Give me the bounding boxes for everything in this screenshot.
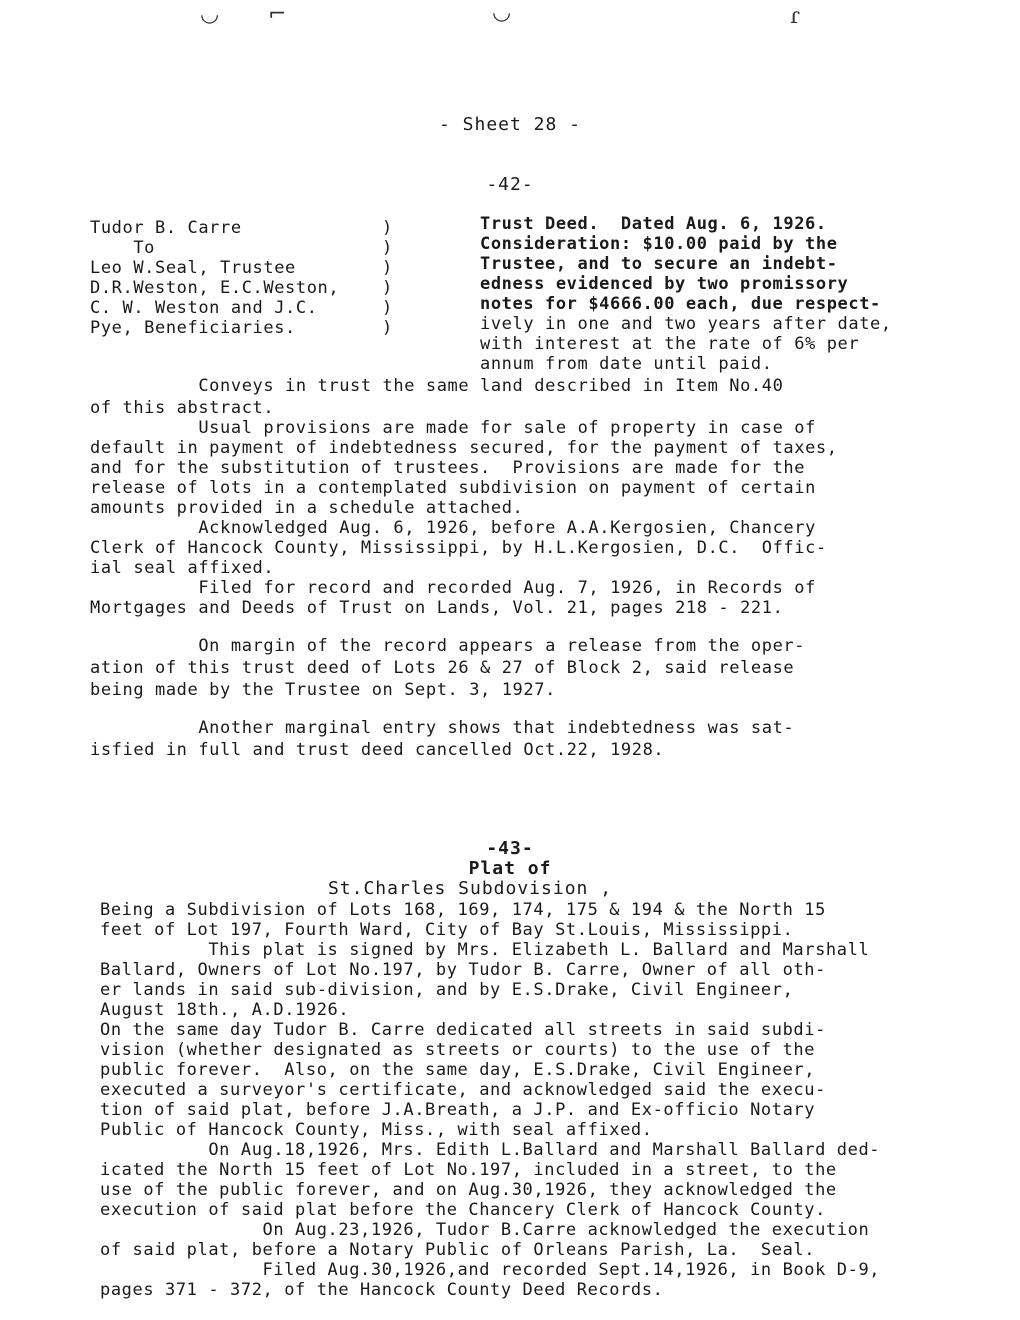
item-42-body-line: Acknowledged Aug. 6, 1926, before A.A.Kergosien, Chancery [90,518,816,538]
item-43-body-line: Ballard, Owners of Lot No.197, by Tudor B. Carre, Owner of all oth- [100,960,826,980]
item-43-body-line: On the same day Tudor B. Carre dedicated all streets in said subdi- [100,1020,826,1040]
party-line: D.R.Weston, E.C.Weston, ) [90,278,393,298]
item-43-body-line: This plat is signed by Mrs. Elizabeth L. Ballard and Marshall [100,940,870,960]
item-43-body-line: On Aug.23,1926, Tudor B.Carre acknowledged the execution [100,1220,870,1240]
item-42-summary-line: notes for $4666.00 each, due respect- [480,294,881,314]
item-42-summary-line: annum from date until paid. [480,354,773,374]
item-43-body-line: Filed Aug.30,1926,and recorded Sept.14,1926, in Book D-9, [100,1260,881,1280]
item-42-body-line: ial seal affixed. [90,558,275,578]
sheet-header: - Sheet 28 - [438,114,582,135]
item-42-body-line: of this abstract. [90,398,275,418]
item-42-release-line: ation of this trust deed of Lots 26 & 27 of Block 2, said release [90,658,795,678]
party-line: Tudor B. Carre ) [90,218,393,238]
item-42-body-line: Mortgages and Deeds of Trust on Lands, Vol. 21, pages 218 - 221. [90,598,784,618]
item-42-summary-line: with interest at the rate of 6% per [480,334,860,354]
party-line: Leo W.Seal, Trustee ) [90,258,393,278]
item-42-body-line: Filed for record and recorded Aug. 7, 1926, in Records of [90,578,816,598]
item-42-summary-line: Trust Deed. Dated Aug. 6, 1926. [480,214,827,234]
item-43-body-line: icated the North 15 feet of Lot No.197, included in a street, to the [100,1160,837,1180]
hole-mark-1: ◡ [200,2,220,27]
item-42-number: -42- [486,174,534,195]
item-43-body-line: public forever. Also, on the same day, E.S.Drake, Civil Engineer, [100,1060,816,1080]
item-43-body-line: On Aug.18,1926, Mrs. Edith L.Ballard and Marshall Ballard ded- [100,1140,881,1160]
item-42-summary-line: Consideration: $10.00 paid by the [480,234,838,254]
party-line: Pye, Beneficiaries. ) [90,318,393,338]
hole-mark-3: ◡ [492,0,512,25]
item-42-parties [90,218,400,338]
item-43-body-line: feet of Lot 197, Fourth Ward, City of Bay St.Louis, Mississippi. [100,920,794,940]
item-42-satisfaction-line: Another marginal entry shows that indebtedness was sat- [90,718,795,738]
item-42-summary-line: ively in one and two years after date, [480,314,892,334]
item-43-body-line: Being a Subdivision of Lots 168, 169, 174, 175 & 194 & the North 15 [100,900,826,920]
item-42-release-line: being made by the Trustee on Sept. 3, 1927. [90,680,556,700]
item-43-body-line: August 18th., A.D.1926. [100,1000,350,1020]
item-43-body-line: of said plat, before a Notary Public of Orleans Parish, La. Seal. [100,1240,816,1260]
item-42-body-line: and for the substitution of trustees. Provisions are made for the [90,458,806,478]
item-43-body-line: use of the public forever, and on Aug.30,1926, they acknowledged the [100,1180,837,1200]
item-43-body-line: Public of Hancock County, Miss., with seal affixed. [100,1120,653,1140]
item-43-body-line: executed a surveyor's certificate, and acknowledged said the execu- [100,1080,826,1100]
hole-mark-2: ⌐ [268,2,287,27]
item-42-satisfaction-line: isfied in full and trust deed cancelled Oct.22, 1928. [90,740,665,760]
item-43-body-line: er lands in said sub-division, and by E.S.Drake, Civil Engineer, [100,980,794,1000]
item-42-summary-line: Trustee, and to secure an indebt- [480,254,838,274]
item-42-body-line: amounts provided in a schedule attached. [90,498,524,518]
item-42-body-line: Clerk of Hancock County, Mississippi, by H.L.Kergosien, D.C. Offic- [90,538,827,558]
item-43-title-line1: Plat of [468,858,552,879]
item-42-body-line: default in payment of indebtedness secured, for the payment of taxes, [90,438,838,458]
item-43-body-line: execution of said plat before the Chancery Clerk of Hancock County. [100,1200,826,1220]
item-42-release-line: On margin of the record appears a release from the oper- [90,636,806,656]
item-42-body-line: Usual provisions are made for sale of property in case of [90,418,816,438]
item-42-body-line: release of lots in a contemplated subdivision on payment of certain [90,478,816,498]
hole-mark-4: ɾ [790,4,800,29]
item-43-body-line: tion of said plat, before J.A.Breath, a J.P. and Ex-officio Notary [100,1100,816,1120]
item-42-body-line: Conveys in trust the same land described in Item No.40 [90,376,784,396]
item-42-summary-line: edness evidenced by two promissory [480,274,849,294]
party-line: To ) [90,238,393,258]
item-43-body-line: vision (whether designated as streets or courts) to the use of the [100,1040,816,1060]
item-43-body-line: pages 371 - 372, of the Hancock County Deed Records. [100,1280,664,1300]
item-43-number: -43- [486,838,534,859]
item-43-title-line2: St.Charles Subdovision , [327,878,613,899]
party-line: C. W. Weston and J.C. ) [90,298,393,318]
